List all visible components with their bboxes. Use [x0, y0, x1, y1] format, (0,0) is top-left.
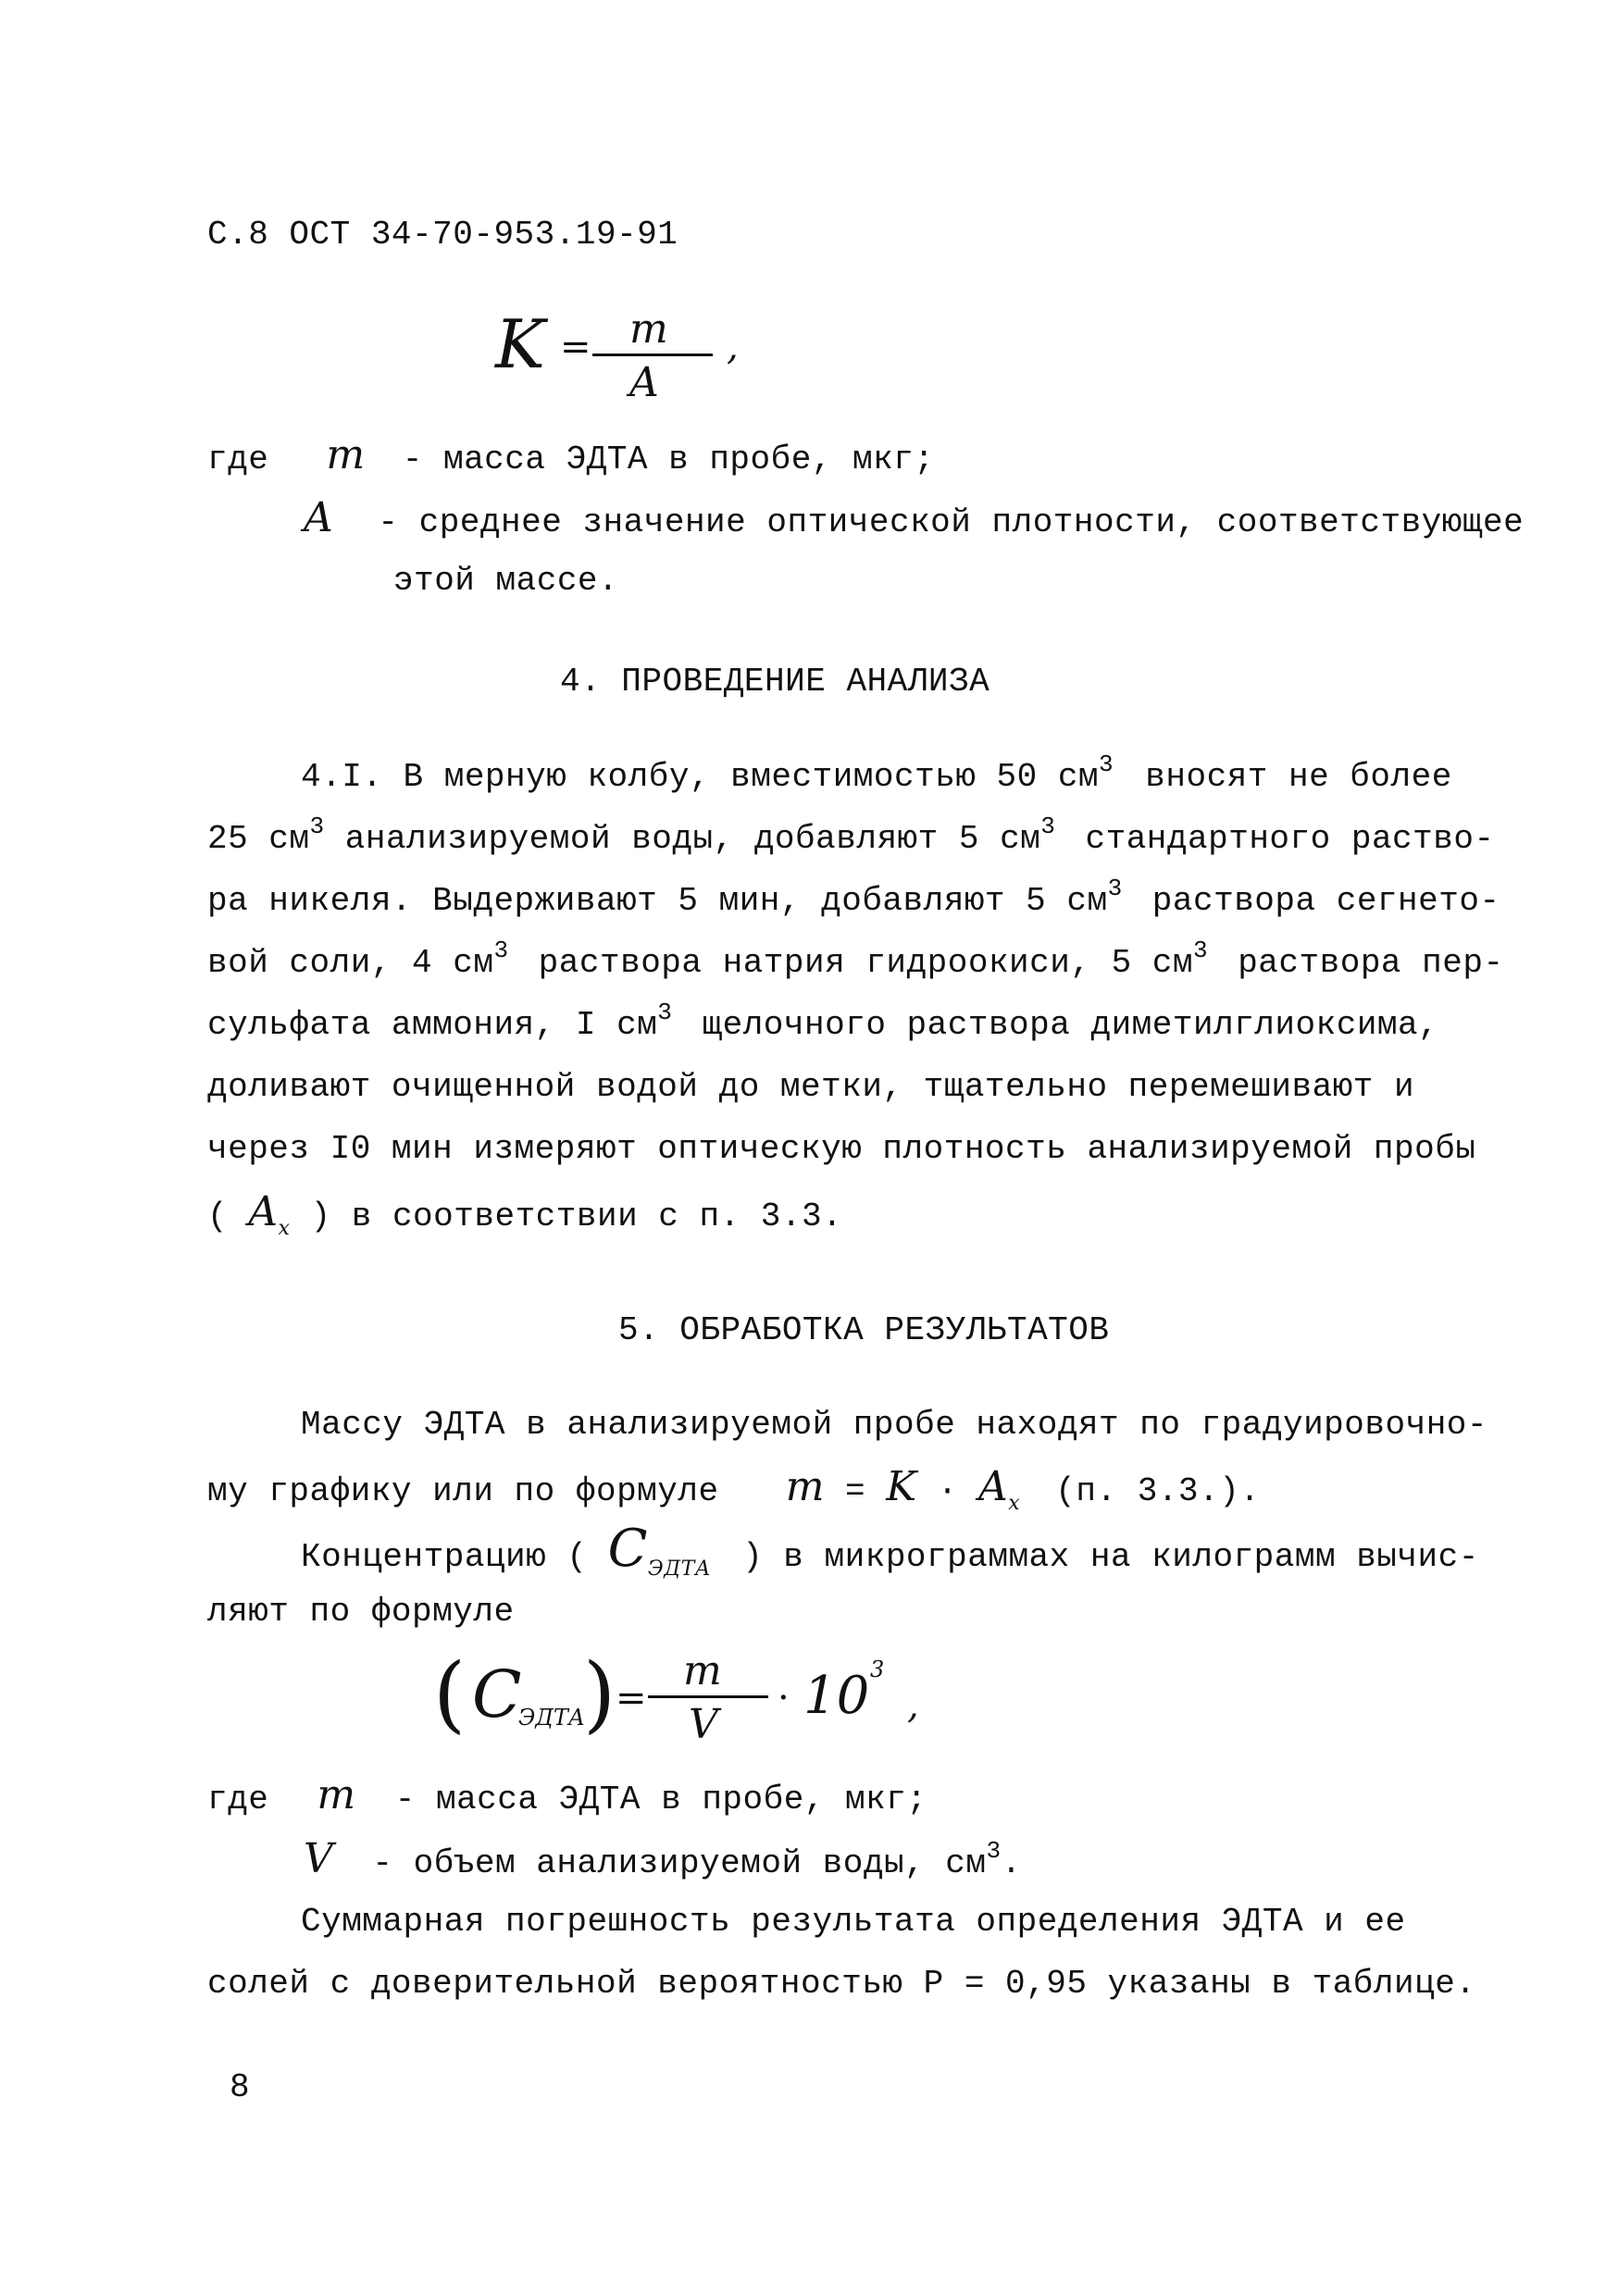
formula-k-lhs: K [495, 305, 545, 383]
defs2-v-symbol: V [304, 1835, 334, 1882]
s4-l8-rest: ) в соответствии с п. 3.3. [310, 1198, 843, 1235]
section-4-line-7: через I0 мин измеряют оптическую плотность анализируемой пробы [207, 1130, 1476, 1168]
defs2-v-end: . [1001, 1844, 1022, 1882]
s4-l5-b: щелочного раствора диметилглиоксима, [702, 1006, 1439, 1044]
superscript-3: 3 [1192, 937, 1209, 964]
section-4-line-3 [207, 875, 1500, 924]
s4-l5-a: сульфата аммония, I см [207, 1006, 658, 1044]
page-number: 8 [230, 2068, 251, 2106]
s5-l2-eq: = [845, 1472, 866, 1510]
section-4-line-8 [207, 1188, 843, 1240]
formula2-exponent: 3 [870, 1657, 885, 1682]
formula2-dot: · [778, 1677, 790, 1719]
defs2-m-text: - масса ЭДТА в пробе, мкг; [394, 1781, 927, 1818]
closing-line-1: Суммарная погрешность результата определения ЭДТА и ее [301, 1903, 1406, 1941]
section-5-line-1: Массу ЭДТА в анализируемой пробе находят по градуировочно- [301, 1406, 1488, 1444]
superscript-3: 3 [493, 937, 509, 964]
section-5-line-2 [207, 1463, 1261, 1515]
defs1-a-line [304, 494, 1525, 543]
formula2-subscript: ЭДТА [518, 1705, 586, 1731]
formula2-bar [648, 1695, 768, 1698]
defs1-a-text: - среднее значение оптической плотности, соответствующее [378, 503, 1525, 541]
formula-k-comma: , [727, 326, 739, 368]
s5-l3-sub: ЭДТА [647, 1558, 711, 1581]
s5-l3-c: C [607, 1519, 648, 1579]
s4-l8-symbol: A [248, 1188, 279, 1235]
formula2-open-paren: ( [433, 1645, 467, 1743]
defs2-v-text: - объем анализируемой воды, см [372, 1844, 987, 1882]
section-4-line-2 [207, 813, 1495, 862]
s5-l2-m: m [785, 1463, 825, 1510]
s5-l2-ref: (п. 3.3.). [1055, 1472, 1261, 1510]
s5-l2-sub: x [1008, 1492, 1021, 1515]
defs1-m-text: - масса ЭДТА в пробе, мкг; [402, 441, 935, 478]
defs2-m-symbol: m [317, 1771, 356, 1818]
defs1-a-symbol: A [304, 494, 334, 541]
closing-line-2: солей с доверительной вероятностью Р = 0,95 указаны в таблице. [207, 1965, 1476, 2003]
s4-l2-a: 25 см [207, 820, 310, 858]
s4-l8-open: ( [207, 1198, 229, 1235]
defs2-m-line [207, 1771, 927, 1820]
s4-l4-a: вой соли, 4 см [207, 944, 494, 982]
section-4-line-5 [207, 999, 1439, 1048]
formula2-ten: 10 [803, 1666, 870, 1726]
s5-l2-a: му графику или по формуле [207, 1472, 719, 1510]
formula-k-denominator: A [629, 359, 659, 406]
s4-l2-c: стандартного раство- [1085, 820, 1495, 858]
superscript-3: 3 [1107, 875, 1123, 902]
s5-l2-a-symbol: A [977, 1463, 1009, 1510]
defs1-m-symbol: m [326, 431, 366, 478]
section-5-title: 5. ОБРАБОТКА РЕЗУЛЬТАТОВ [618, 1311, 1110, 1349]
defs1-m-line [207, 431, 935, 480]
defs1-a-text-cont: этой массе. [393, 562, 619, 600]
s4-l4-c: раствора пер- [1238, 944, 1504, 982]
section-4-line-4 [207, 937, 1504, 986]
formula-k-eq: = [560, 326, 591, 368]
s4-l4-b: раствора натрия гидроокиси, 5 см [538, 944, 1193, 982]
s4-l3-b: раствора сегнето- [1151, 882, 1500, 920]
s4-l2-b: анализируемой воды, добавляют 5 см [344, 820, 1041, 858]
document-reference: С.8 ОСТ 34-70-953.19-91 [207, 216, 678, 254]
superscript-3: 3 [1040, 813, 1056, 840]
formula-k-numerator: m [629, 305, 668, 353]
section-4-title: 4. ПРОВЕДЕНИЕ АНАЛИЗА [560, 663, 990, 701]
formula2-comma: , [907, 1684, 919, 1727]
formula2-denominator: V [689, 1701, 718, 1748]
s4-l8-sub: x [278, 1217, 291, 1240]
s5-l2-k: K [886, 1463, 917, 1510]
formula2-c: C [472, 1657, 522, 1732]
defs2-where: где [207, 1781, 269, 1818]
formula2-numerator: m [683, 1647, 722, 1694]
section-5-line-3 [301, 1519, 1479, 1581]
formula-k-bar [592, 354, 713, 356]
section-5-line-4: ляют по формуле [207, 1593, 515, 1631]
formula2-eq: = [616, 1677, 647, 1719]
defs1-where: где [207, 441, 269, 478]
superscript-3: 3 [309, 813, 325, 840]
s4-l1-a: 4.I. В мерную колбу, вместимостью 50 см [301, 758, 1100, 796]
formula2-close-paren: ) [583, 1645, 616, 1743]
s5-l3-b: ) в микрограммах на килограмм вычис- [742, 1538, 1479, 1576]
section-4-line-1 [301, 751, 1452, 800]
superscript-3: 3 [657, 999, 673, 1026]
s4-l1-b: вносят не более [1145, 758, 1452, 796]
section-4-line-6: доливают очищенной водой до метки, тщательно перемешивают и [207, 1068, 1415, 1106]
s5-l3-a: Концентрацию ( [301, 1538, 588, 1576]
superscript-3: 3 [1099, 751, 1114, 778]
superscript-3: 3 [986, 1837, 1002, 1865]
s4-l3-a: ра никеля. Выдерживают 5 мин, добавляют 5 см [207, 882, 1108, 920]
defs2-v-line [304, 1835, 1022, 1886]
s5-l2-dot: · [937, 1472, 958, 1510]
